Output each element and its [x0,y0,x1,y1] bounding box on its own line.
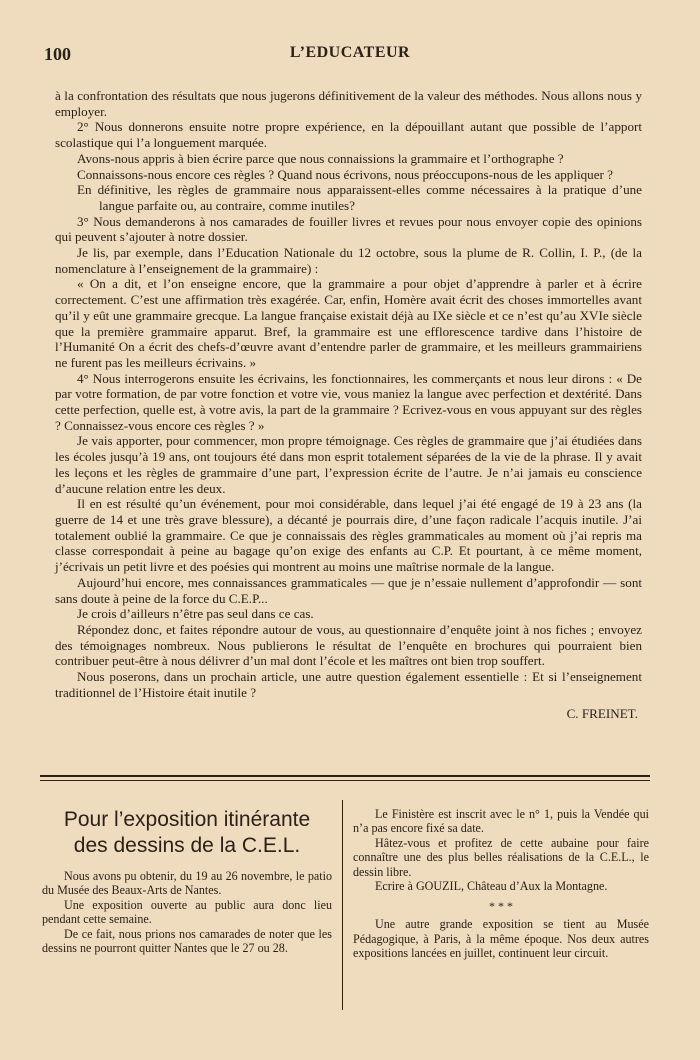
exhibition-box-right [353,807,649,961]
paragraph: 3° Nous demanderons à nos camarades de fouiller livres et revues pour nous envoyer copie des opinions qui peuvent s’ajouter à notre dossier. [55,213,642,245]
article-body [55,88,642,722]
question: Connaissons-nous encore ces règles ? Quand nous écrivons, nous préoccupons-nous de les appliquer ? [77,166,613,182]
box-title-line-2: des dessins de la C.E.L. [73,834,301,857]
paragraph: Une autre grande exposition se tient au Musée Pédagogique, à Paris, à la même époque. Nos deux autres expositions lancées en juillet, continuent leur circuit. [353,917,649,961]
box-title-line-1: Pour l’exposition itinérante [63,808,311,831]
column-divider [342,800,343,1010]
paragraph: Hâtez-vous et profitez de cette aubaine pour faire connaître une des plus belles réalisations de la C.E.L., le dessin libre. [353,835,649,879]
paragraph: Nous poserons, dans un prochain article, une autre question également essentielle : Et si l’enseignement traditionnel de l’Histoire était inutile ? [55,669,642,700]
question: Avons-nous appris à bien écrire parce que nous connaissions la grammaire et l’orthographe ? [77,150,564,166]
page-header [44,44,656,70]
paragraph: Je crois d’ailleurs n’être pas seul dans ce cas. [77,606,314,622]
journal-title: L’EDUCATEUR [289,44,411,61]
quotation: « On a dit, et l’on enseigne encore, que la grammaire a pour objet d’apprendre à parler et à écrire correctement. C’est une affirmation très exagérée. Car, enfin, Homère avait écrit des choses immortelles avant qu’il y eût une grammaire grecque. La langue française existait déjà au IXe siècle et ce n’est qu’au XVIe siècle que la première grammaire apparut. Bref, la grammaire est une efflorescence tardive dans l’histoire de l’Humanité On a écrit des chefs-d’œuvre avant d’entendre parler de grammaire, et les meilleurs grammairiens ne furent pas les meilleurs écrivains. » [55,276,642,370]
paragraph: à la confrontation des résultats que nous jugerons définitivement de la valeur des méthodes. Nous allons nous y employer. [55,88,642,119]
signature: C. FREINET. [566,706,638,722]
paragraph: Répondez donc, et faites répondre autour de vous, au questionnaire d’enquête joint à nos fiches ; envoyez des témoignages nombreux. Nous publierons le résultat de l’enquête en brochures qui pourraient bien contribuer peut-être à nous délivrer d’un mal dont l’école et les maîtres ont bien trop souffert. [55,621,642,669]
paragraph: Aujourd’hui encore, mes connaissances grammaticales — que je n’essaie nullement d’approfondir — sont sans doute à peine de la force du C.E.P... [55,574,642,606]
paragraph: De ce fait, nous prions nos camarades de noter que les dessins ne pourront quitter Nantes que le 27 ou 28. [42,926,332,956]
paragraph: Je lis, par exemple, dans l’Education Nationale du 12 octobre, sous la plume de R. Collin, I. P., (de la nomenclature à l’enseignement de la grammaire) : [55,245,642,276]
paragraph: 4° Nous interrogerons ensuite les écrivains, les fonctionnaires, les commerçants et nous leur dirons : « De par votre formation, de par votre fonction et votre vie, vous maniez la langue avec perfection et dextérité. Dans cette perfection, quelle est, à votre avis, la part de la grammaire ? Ecrivez-vous en vous appuyant sur des règles ? Connaissez-vous encore ces règles ? » [55,370,642,433]
paragraph: Je vais apporter, pour commencer, mon propre témoignage. Ces règles de grammaire que j’ai étudiées dans les écoles jusqu’à 19 ans, ont toujours été dans mon esprit totalement séparées de la vie de la phrase. Il y avait les leçons et les règles de grammaire d’une part, l’expression écrite de l’autre. Je n’ai jamais eu conscience d’aucune relation entre les deux. [55,433,642,496]
paragraph: Nous avons pu obtenir, du 19 au 26 novembre, le patio du Musée des Beaux-Arts de Nantes. [42,869,332,898]
paragraph: Une exposition ouverte au public aura donc lieu pendant cette semaine. [42,897,332,927]
asterism-separator: * * * [489,899,513,914]
question: En définitive, les règles de grammaire nous apparaissent-elles comme nécessaires à la pratique d’une langue parfaite ou, au contraire, comme inutiles? [77,182,642,213]
exhibition-box-left [42,807,332,955]
divider-thick [40,775,650,777]
paragraph: Le Finistère est inscrit avec le n° 1, puis la Vendée qui n’a pas encore fixé sa date. [353,807,649,836]
paragraph: Il en est résulté qu’un événement, pour moi considérable, dans lequel j’ai été engagé de 19 à 23 ans (la guerre de 14 et une très grave blessure), a décanté je pourrais dire, d’une façon radicale l’acquis inutile. J’ai totalement oublié la grammaire. Ce que je connaissais des règles grammaticales au moment où j’ai repris ma classe correspondait à peine au bagage qu’on exige des enfants au C.P. Et pourtant, à ce même moment, j’écrivais un petit livre et des poésies qui montrent au moins une maîtrise normale de la langue. [55,496,642,575]
contact-line: Ecrire à GOUZIL, Château d’Aux la Montagne. [375,879,608,894]
page-number: 100 [44,44,71,64]
box-title [42,807,332,859]
divider-thin [40,780,650,781]
paragraph: 2° Nous donnerons ensuite notre propre expérience, en la dépouillant autant que possible de l’apport scolastique qui l’a longuement marquée. [55,119,642,151]
